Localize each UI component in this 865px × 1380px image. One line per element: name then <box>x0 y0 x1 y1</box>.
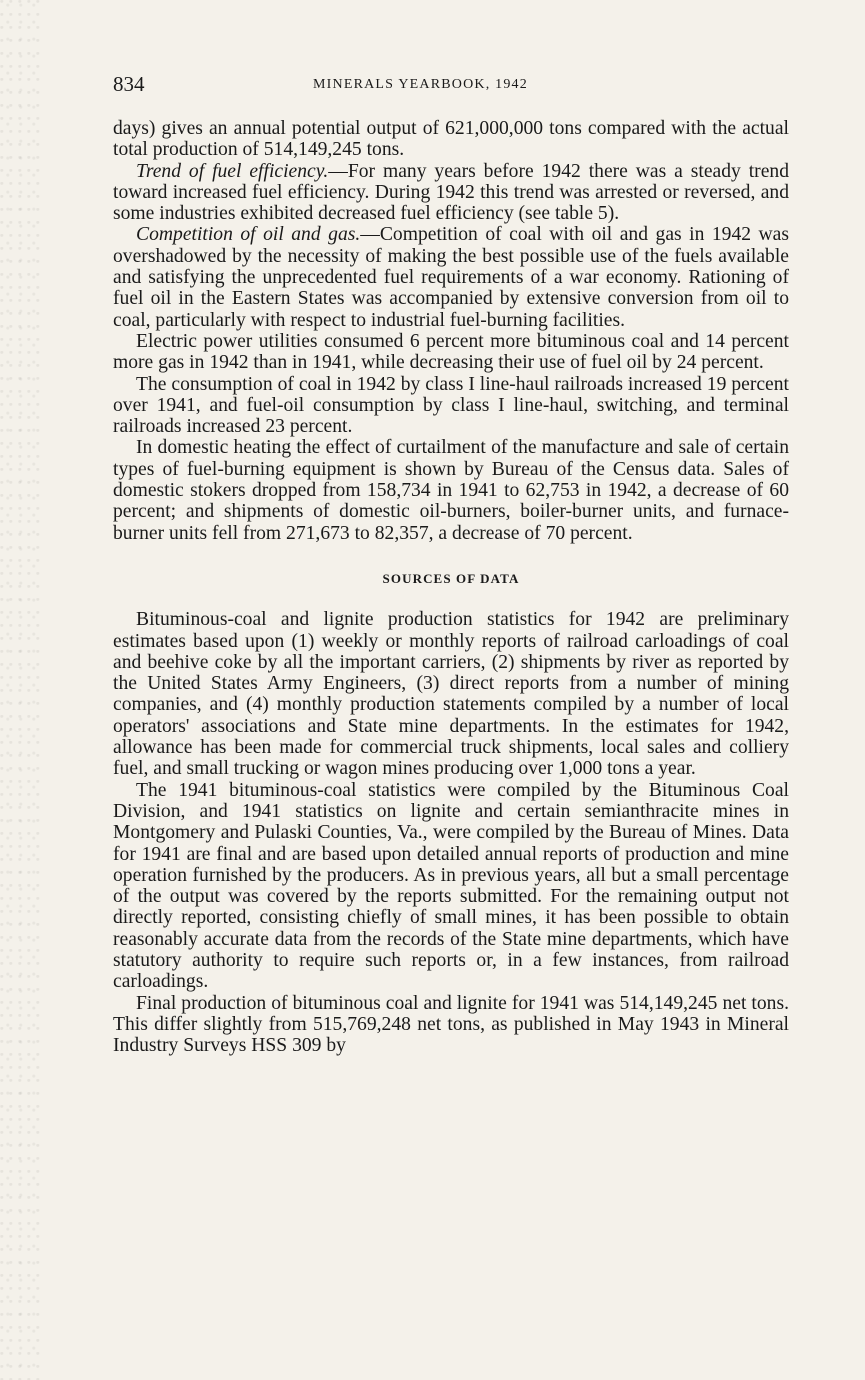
page-number: 834 <box>113 72 145 96</box>
body-text <box>113 118 789 1056</box>
running-head: MINERALS YEARBOOK, 1942 <box>313 77 528 92</box>
paragraph-sources-1941: The 1941 bituminous-coal statistics were compiled by the Bituminous Coal Division, and 1941 statistics on lignite and certain semianthracite mines in Montgomery and Pulaski Counties, Va., were compiled by the Bureau of Mines. Data for 1941 are final and are based upon detailed annual reports of production and mine operation furnished by the producers. As in previous years, all but a small percentage of the output was covered by the reports submitted. For the remaining output not directly reported, consisting chiefly of small mines, it has been possible to obtain reasonably accurate data from the records of the State mine departments, which have statutory authority to require such reports or, in a few instances, from railroad carloadings. <box>113 779 789 993</box>
paragraph-railroads: The consumption of coal in 1942 by class I line-haul railroads increased 19 percent over 1941, and fuel-oil consumption by class I line-haul, switching, and terminal railroads increased 23 percent. <box>113 373 789 438</box>
paragraph-fuel-efficiency <box>113 161 789 225</box>
paragraph-electric-utilities: Electric power utilities consumed 6 percent more bituminous coal and 14 percent more gas in 1942 than in 1941, while decreasing their use of fuel oil by 24 percent. <box>113 330 789 374</box>
page-header <box>113 72 788 98</box>
section-heading-sources: SOURCES OF DATA <box>382 570 520 586</box>
paragraph-sources-1942: Bituminous-coal and lignite production statistics for 1942 are preliminary estimates based upon (1) weekly or monthly reports of railroad carloadings of coal and beehive coke by all the important carriers, (2) shipments by river as reported by the United States Army Engineers, (3) direct reports from a number of mining companies, and (4) monthly production statements compiled by a number of local operators' associations and State mine departments. In the estimates for 1942, allowance has been made for commercial truck shipments, local sales and colliery fuel, and small trucking or wagon mines producing over 1,000 tons a year. <box>113 609 789 780</box>
paragraph-final-production: Final production of bituminous coal and lignite for 1941 was 514,149,245 net tons. This differ slightly from 515,769,248 net tons, as published in May 1943 in Mineral Industry Surveys HSS 309 by <box>113 992 789 1057</box>
paragraph-domestic-heating: In domestic heating the effect of curtailment of the manufacture and sale of certain types of fuel-burning equipment is shown by Bureau of the Census data. Sales of domestic stokers dropped from 158,734 in 1941 to 62,753 in 1942, a decrease of 60 percent; and shipments of domestic oil-burners, boiler-burner units, and furnace-burner units fell from 271,673 to 82,357, a decrease of 70 percent. <box>113 437 789 544</box>
scan-edge-artifact <box>0 0 40 1380</box>
paragraph-oil-gas-competition <box>113 224 789 330</box>
paragraph-oil-gas-text: —Competition of coal with oil and gas in 1942 was overshadowed by the necessity of making the best possible use of the fuels available and satisfying the unprecedented fuel requirements of a war economy. Rationing of fuel oil in the Eastern States was accompanied by extensive conversion from oil to coal, particularly with respect to industrial fuel-burning facilities. <box>113 224 789 331</box>
paragraph-fuel-efficiency-text: —For many years before 1942 there was a steady trend toward increased fuel efficiency. During 1942 this trend was arrested or reversed, and some industries exhibited decreased fuel efficiency (see table 5). <box>113 160 789 225</box>
paragraph-continued: days) gives an annual potential output of 621,000,000 tons compared with the actual total production of 514,149,245 tons. <box>113 118 789 161</box>
run-in-heading-fuel-efficiency: Trend of fuel efficiency. <box>136 160 329 182</box>
run-in-heading-oil-gas: Competition of oil and gas. <box>136 224 361 246</box>
